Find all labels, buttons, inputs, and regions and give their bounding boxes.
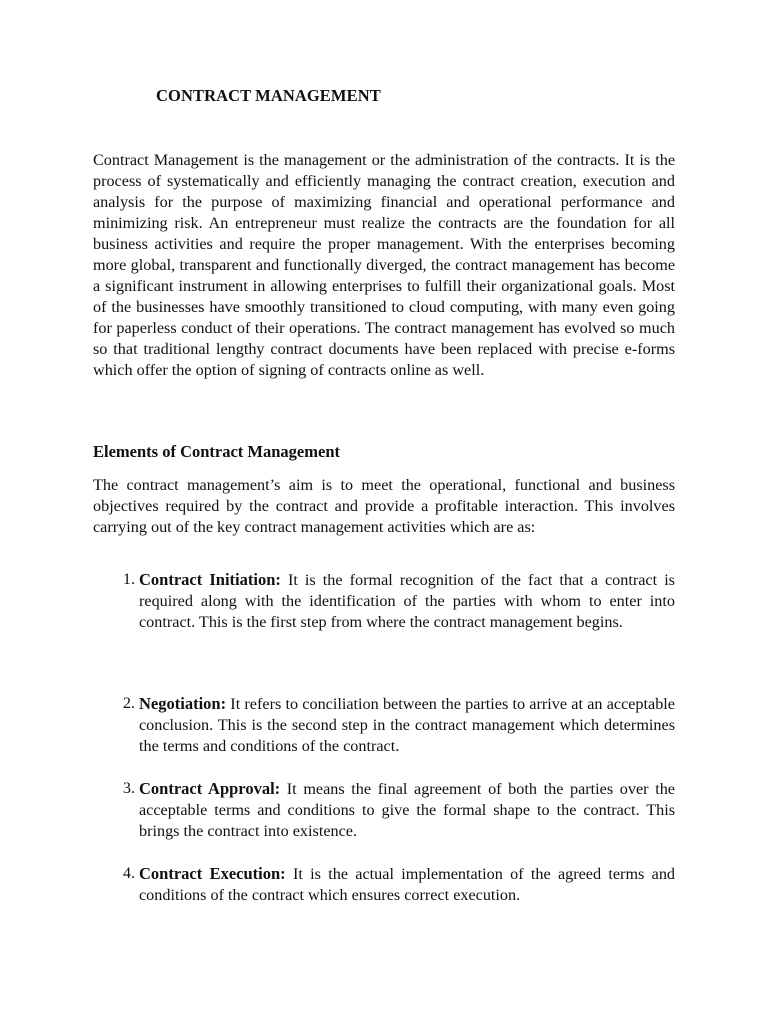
section-heading: Elements of Contract Management xyxy=(93,442,340,461)
list-item-number: 2. xyxy=(122,694,135,712)
list-item-number: 3. xyxy=(122,779,135,797)
list-item-term: Contract Initiation: xyxy=(139,570,281,589)
list-item-text: It is the formal recognition of the fact that a contract is required along with the identification of the parties with whom to enter into contract. This is the first step from where the contract management begins. xyxy=(139,571,675,631)
list-item-term: Contract Approval: xyxy=(139,779,281,798)
list-item-text: It refers to conciliation between the parties to arrive at an acceptable conclusion. This is the second step in the contract management which determines the terms and conditions of the contract. xyxy=(139,695,675,755)
list-item xyxy=(93,569,675,633)
list-item xyxy=(93,778,675,842)
intro-paragraph: Contract Management is the management or the administration of the contracts. It is the process of systematically and efficiently managing the contract creation, execution and analysis for the purpose of maximizing financial and operational performance and minimizing risk. An entrepreneur must realize the contracts are the foundation for all business activities and require the proper management. With the enterprises becoming more global, transparent and functionally diverged, the contract management has become a significant instrument in allowing enterprises to fulfill their organizational goals. Most of the businesses have smoothly transitioned to cloud computing, with many even going for paperless conduct of their operations. The contract management has evolved so much so that traditional lengthy contract documents have been replaced with precise e-forms which offer the option of signing of contracts online as well. xyxy=(93,151,675,379)
list-item-number: 4. xyxy=(122,864,135,882)
list-item xyxy=(93,863,675,906)
section-intro-paragraph: The contract management’s aim is to meet the operational, functional and business objectives required by the contract and provide a profitable interaction. This involves carrying out of the key contract management activities which are as: xyxy=(93,476,675,536)
list-item-text: It means the final agreement of both the parties over the acceptable terms and conditions to give the formal shape to the contract. This brings the contract into existence. xyxy=(139,780,675,840)
page-title: CONTRACT MANAGEMENT xyxy=(156,86,381,105)
list-item-term: Contract Execution: xyxy=(139,864,286,883)
list-item-body xyxy=(139,569,675,633)
list-item-term: Negotiation: xyxy=(139,694,227,713)
list-item-body xyxy=(139,778,675,842)
list-item-number: 1. xyxy=(122,570,135,588)
list-item-body xyxy=(139,693,675,757)
list-item-body xyxy=(139,863,675,906)
list-item-text: It is the actual implementation of the agreed terms and conditions of the contract which ensures correct execution. xyxy=(139,865,676,904)
list-item xyxy=(93,693,675,757)
